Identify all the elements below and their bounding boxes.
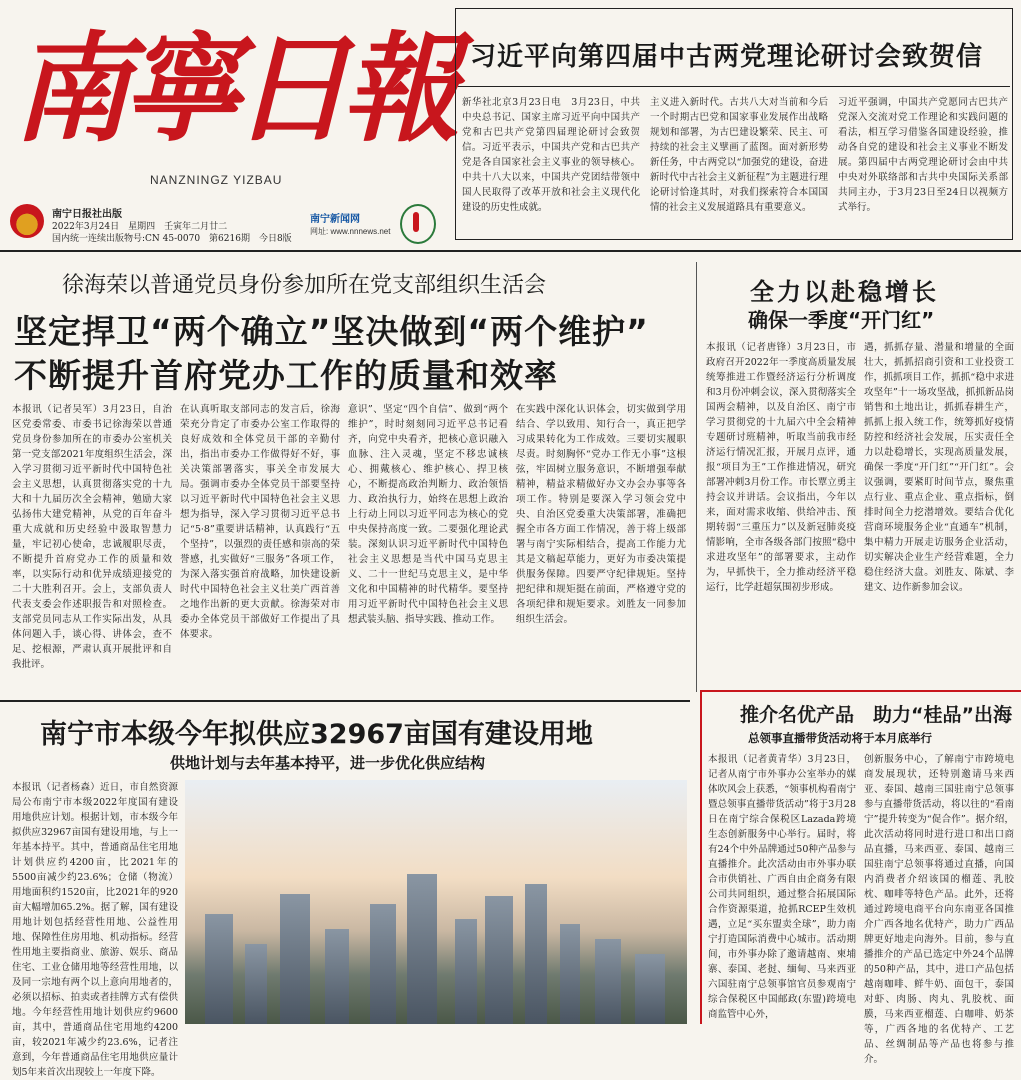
xu-article-headline-1[interactable]: 坚定捍卫“两个确立”坚决做到“两个维护” [14,312,649,351]
nnnews-logo[interactable]: 南宁新闻网 [310,214,360,225]
building [280,894,310,1024]
xu-article-col4: 在实践中深化认识体会，切实做到学用结合、学以致用、知行合一，真正把学习成果转化为工作成效。三要切实履职尽责。时刻胸怀“党办工作无小事”这根弦，牢固树立服务意识，不断增强奉献精神，精益求精做好办文办会办事等各项工作。特别是要深入学习领会党中央、自治区党委重大决策部署，准确把握全市各方面工作情况，善于将上级部署与南宁实际相结合，提高工作能力尤其是文稿起草能力，更好为市委决策提供服务保障。四要严守纪律规矩。坚持把纪律和规矩挺在前面，严格遵守党的各项纪律和规矩要求。刘胜友一同参加组织生活会。 [516,404,686,625]
xu-article-headline-2[interactable]: 不断提升首府党办工作的质量和效率 [14,356,558,395]
building [325,929,349,1024]
issue-code-line: 国内统一连续出版物号:CN 45-0070 第6216期 今日8版 [52,234,292,244]
building [525,884,547,1024]
column-divider [696,262,697,692]
growth-article-col1: 本报讯（记者唐锋）3月23日，市政府召开2022年一季度高质量发展统筹推进工作暨经济运行分析调度和3月份冲刺会议，深入贯彻落实全国两会精神，以及自治区、南宁市学习贯彻党的十九届六中全会精神专题研讨班精神，听取当前我市经济运行情况汇报，开展月点评，通报“项目为王”工作推进情况，研究部署冲刺3月份工作。市长覃立勇主持会议并讲话。会议指出，今年以来，面对需求收缩、供给冲击、预期转弱“三重压力”以及新冠肺炎疫情影响，全市各级各部门按照“稳中求进攻坚年”的部署要求，主动作为，早抓快干，全力推动经济平稳运行，比学赶超氛围初步形成。 [706,342,856,593]
xi-article-col3: 习近平强调，中国共产党愿同古巴共产党深入交流对党工作理论和实践问题的看法，相互学习借鉴各国建设经验，推动各自党的建设和社会主义事业不断发展。第四届中古两党理论研讨会由中共中央对外联络部和古共中央国际关系部共同主办，于3月23日至24日以视频方式举行。 [838,97,1008,213]
xu-article-col2: 在认真听取支部同志的发言后，徐海荣充分肯定了市委办公室工作取得的良好成效和全体党员干部的辛勤付出，指出市委办工作做得好不好，事关决策部署落实，事关全市发展大局。强调市委办全体党员干部要坚持以习近平新时代中国特色社会主义思想为指导，深入学习贯彻习近平总书记“5·8”重要讲话精神，认真践行“五个坚持”，以强烈的责任感和崇高的荣誉感，扎实做好“三服务”各项工作，为深入落实强首府战略，加快建设新时代中国特色社会主义壮美广西首善之地作出新的更大贡献。徐海荣对市委办全体党员干部做好工作提出了具体要求。 [180,404,340,640]
land-article-headline[interactable]: 南宁市本级今年拟供应32967亩国有建设用地 [40,719,593,750]
date-line: 2022年3月24日 星期四 壬寅年二月廿二 [52,222,228,232]
xu-article-col1: 本报讯（记者吴军）3月23日，自治区党委常委、市委书记徐海荣以普通党员身份参加所在的市委办公室机关第一党支部2021年度组织生活会，深入学习贯彻习近平新时代中国特色社会主义思想，认真贯彻落实党的十九大和十九届历次全会精神，勉励大家弘扬伟大建党精神，从党的百年奋斗重大成就和历史经验中汲取智慧力量，牢记初心使命，忠诚履职尽责，不断提升首府党办工作的质量和效率，以实际行动和优异成绩迎接党的二十大胜利召开。会上，支部负责人代表支委会作述职报告和对照检查。支部党员同志从工作实际出发，从具体问题入手，谈心得、讲体会，查不足、挖根源，严肃认真开展批评和自我批评。 [12,404,172,670]
promo-article-col1: 本报讯（记者黄青华）3月23日，记者从南宁市外事办公室举办的媒体吹风会上获悉，“领事机构看南宁暨总领事直播带货活动”将于3月28日在南宁综合保税区Lazada跨境生态创新服务中心举行。届时，将有24个中外品牌通过50种产品参与直播推介。此次活动由市外事办联合市供销社、广西自由企商务有限公司共同组织，通过整合拓展国际合作资源渠道，抢抓RCEP生效机遇，立足“买东盟卖全球”，助力南宁打造国际消费中心城市。活动期间，市外事办除了邀请越南、柬埔寨、泰国、老挝、缅甸、马来西亚六国驻南宁总领事馆官员参观南宁综合保税区中国邮政(东盟)跨境电商监管中心外， [708,754,856,1020]
building [407,874,437,1024]
xi-article-col1: 新华社北京3月23日电 3月23日，中共中央总书记、国家主席习近平向中国共产党和古巴共产党第四届理论研讨会致贺信。习近平表示，中国共产党和古巴共产党是各自国家社会主义事业的领导核心。中共十八大以来，中国共产党团结带领中国人民取得了改革开放和社会主义现代化建设的历史性成就。 [462,97,640,213]
promo-article-col2: 创新服务中心，了解南宁市跨境电商发展现状，还特别邀请马来西亚、泰国、越南三国驻南宁总领事参与直播带货活动，将以往的“看南宁”提升转变为“促合作”。据介绍，此次活动将同时进行进口和出口商品直播，马来西亚、泰国、越南三国驻南宁总领事将通过直播，向国内消费者介绍该国的榴莲、乳胶枕、咖啡等特色产品。此外，还将通过跨境电商平台向东南亚各国推介广西各地名优特产，助力广西品牌更好地走向海外。目前，参与直播推介的产品已选定中外24个品牌的50种产品，其中，进口产品包括越南咖啡、鲜牛奶、面包干，泰国对虾、肉肠、肉丸、乳胶枕、面膜，马来西亚榴莲、白咖啡、奶茶等，广西各地的名优特产、工艺品、丝绸制品等产品也将参与推介。 [864,754,1014,1065]
building [595,939,621,1024]
building [370,904,396,1024]
divider [458,86,1010,87]
growth-article-col2: 遇，抓抓存量、潜量和增量的全面壮大，抓抓招商引资和工业投资工作，抓抓项目工作，抓抓“稳中求进攻坚年”十一场攻坚战，抓抓新品岗销售和土地出让，抓抓春耕生产，抓抓上报入统工作，统筹抓好疫情防控和经济社会发展，压实责任全力以赴稳增长，实现高质量发展，确保一季度“开门红”“开门红”。会议强调，要紧盯时间节点，聚焦重点行业、重点企业、重点指标，倒排时间全力挖潜增效。要结合优化营商环境服务企业“直通车”机制，集中精力开展走访服务企业活动，切实解决企业生产经营难题，全力稳住经济大盘。刘胜友、陈斌、李建文、边作新参加会议。 [864,342,1014,593]
masthead-title: 南寧日報 [12,19,453,158]
growth-article-headline-2[interactable]: 确保一季度“开门红” [748,308,935,332]
nnnews-url[interactable]: 网址: www.nnnews.net [310,227,391,236]
city-skyline-photo [185,780,687,1024]
newspaper-logo-icon [10,204,44,238]
building [455,919,477,1024]
xi-article-headline[interactable]: 习近平向第四届中古两党理论研讨会致贺信 [470,42,984,72]
promo-article-subheadline: 总领事直播带货活动将于本月底举行 [748,731,932,745]
land-article-subheadline: 供地计划与去年基本持平，进一步优化供应结构 [170,754,486,772]
xu-article-kicker: 徐海荣以普通党员身份参加所在党支部组织生活会 [62,273,547,298]
building [635,954,665,1024]
emblem-mark-icon [413,212,419,232]
growth-article-headline-1[interactable]: 全力以赴稳增长 [750,278,939,306]
land-article-col1: 本报讯（记者杨森）近日，市自然资源局公布南宁市本级2022年度国有建设用地供应计划。根据计划，市本级今年拟供应32967亩国有建设用地，与上一年基本持平。其中，普通商品住宅用地计划供应约4200亩，比2021年的5500亩减少约23.6%；仓储（物流）用地面积约1520亩，比2021年的920亩大幅增加65.2%。据了解，国有建设用地计划包括经营性用地、公益性用地、保障性住房用地、机动指标。经营性用地主要指商业、旅游、娱乐、商品住宅、工业仓储用地等经营性用地，以及同一宗地有两个以上意向用地者的，必须以招标、拍卖或者挂牌方式有偿供地。今年经营性用地计划供应约9600亩，其中，普通商品住宅用地约4200亩，较2021年减少约23.6%，记者注意到，今年普通商品住宅用地供应量计划5年来首次出现较上一年度下降。 [12,782,178,1078]
publisher-line: 南宁日报社出版 [52,209,122,220]
building [485,896,513,1024]
masthead-pinyin: NANZNINGZ YIZBAU [150,173,283,187]
promo-article-headline[interactable]: 推介名优产品 助力“桂品”出海 [740,704,1012,726]
divider [0,700,690,702]
xi-article-col2: 主义进入新时代。古共八大对当前和今后一个时期古巴党和国家事业发展作出战略规划和部署，为古巴建设繁荣、民主、可持续的社会主义擘画了蓝图。面对新形势新任务，中古两党以“加强党的建设，奋进新时代中古社会主义新征程”为主题进行理论研讨恰逢其时，对我们探索符合本国国情的社会主义发展道路具有重要意义。 [650,97,828,213]
building [205,914,233,1024]
xu-article-col3: 意识”、坚定“四个自信”、做到“两个维护”，时时刻刻同习近平总书记看齐，向党中央看齐，把核心意识融入血脉、注入灵魂，坚定不移忠诚核心、拥戴核心、维护核心、捍卫核心，不断提高政治判断力、政治领悟力、政治执行力，始终在思想上政治上行动上同以习近平同志为核心的党中央保持高度一致。二要强化理论武装。深刻认识习近平新时代中国特色社会主义思想是当代中国马克思主义、二十一世纪马克思主义，是中华文化和中国精神的时代精华。要坚持用习近平新时代中国特色社会主义思想武装头脑、指导实践、推动工作。 [348,404,508,625]
building [245,944,267,1024]
divider [0,250,1021,252]
building [560,924,580,1024]
